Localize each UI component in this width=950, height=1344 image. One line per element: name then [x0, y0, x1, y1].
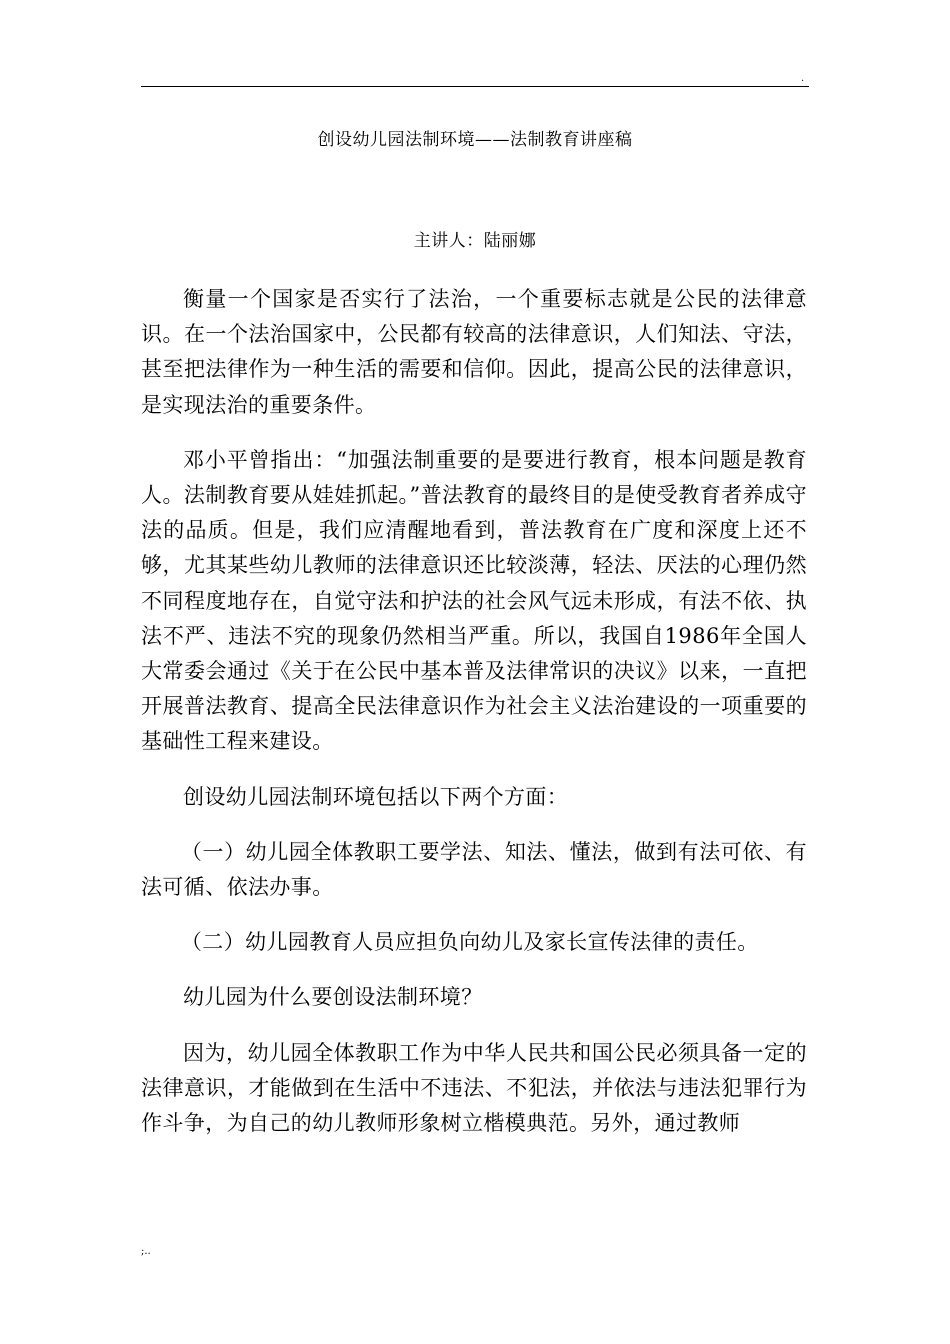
document-title: 创设幼儿园法制环境——法制教育讲座稿 [317, 130, 633, 150]
paragraph-aspect-one: （一）幼儿园全体教职工要学法、知法、懂法，做到有法可依、有法可循、依法办事。 [141, 839, 807, 900]
paragraph-intro: 衡量一个国家是否实行了法治，一个重要标志就是公民的法律意识。在一个法治国家中，公民都有较高的法律意识，人们知法、守法，甚至把法律作为一种生活的需要和信仰。因此，提高公民的法律意识，是实现法治的重要条件。 [141, 287, 807, 417]
paragraph-aspect-two: （二）幼儿园教育人员应担负向幼儿及家长宣传法律的责任。 [180, 930, 759, 955]
footer-mark: ;.. [141, 1246, 151, 1257]
body-text [141, 282, 807, 1161]
paragraph-deng-quote: 邓小平曾指出：“加强法制重要的是要进行教育，根本问题是教育人。法制教育要从娃娃抓起。”普法教育的最终目的是使受教育者养成守法的品质。但是，我们应清醒地看到，普法教育在广度和深度上还不够，尤其某些幼儿教师的法律意识还比较淡薄，轻法、厌法的心理仍然不同程度地存在，自觉守法和护法的社会风气远未形成，有法不依、执法不严、违法不究的现象仍然相当严重。所以，我国自1986年全国人大常委会通过《关于在公民中基本普及法律常识的决议》以来，一直把开展普法教育、提高全民法律意识作为社会主义法治建设的一项重要的基础性工程来建设。 [141, 447, 807, 754]
paragraph-why-question: 幼儿园为什么要创设法制环境？ [183, 985, 483, 1010]
header-mark: . [801, 73, 805, 84]
header-rule [141, 86, 809, 87]
paragraph-because: 因为，幼儿园全体教职工作为中华人民共和国公民必须具备一定的法律意识，才能做到在生活中不违法、不犯法，并依法与违法犯罪行为作斗争，为自己的幼儿教师形象树立楷模典范。另外，通过教师 [141, 1040, 807, 1136]
paragraph-aspects-intro: 创设幼儿园法制环境包括以下两个方面： [183, 784, 569, 809]
speaker-line: 主讲人：陆丽娜 [413, 231, 537, 251]
